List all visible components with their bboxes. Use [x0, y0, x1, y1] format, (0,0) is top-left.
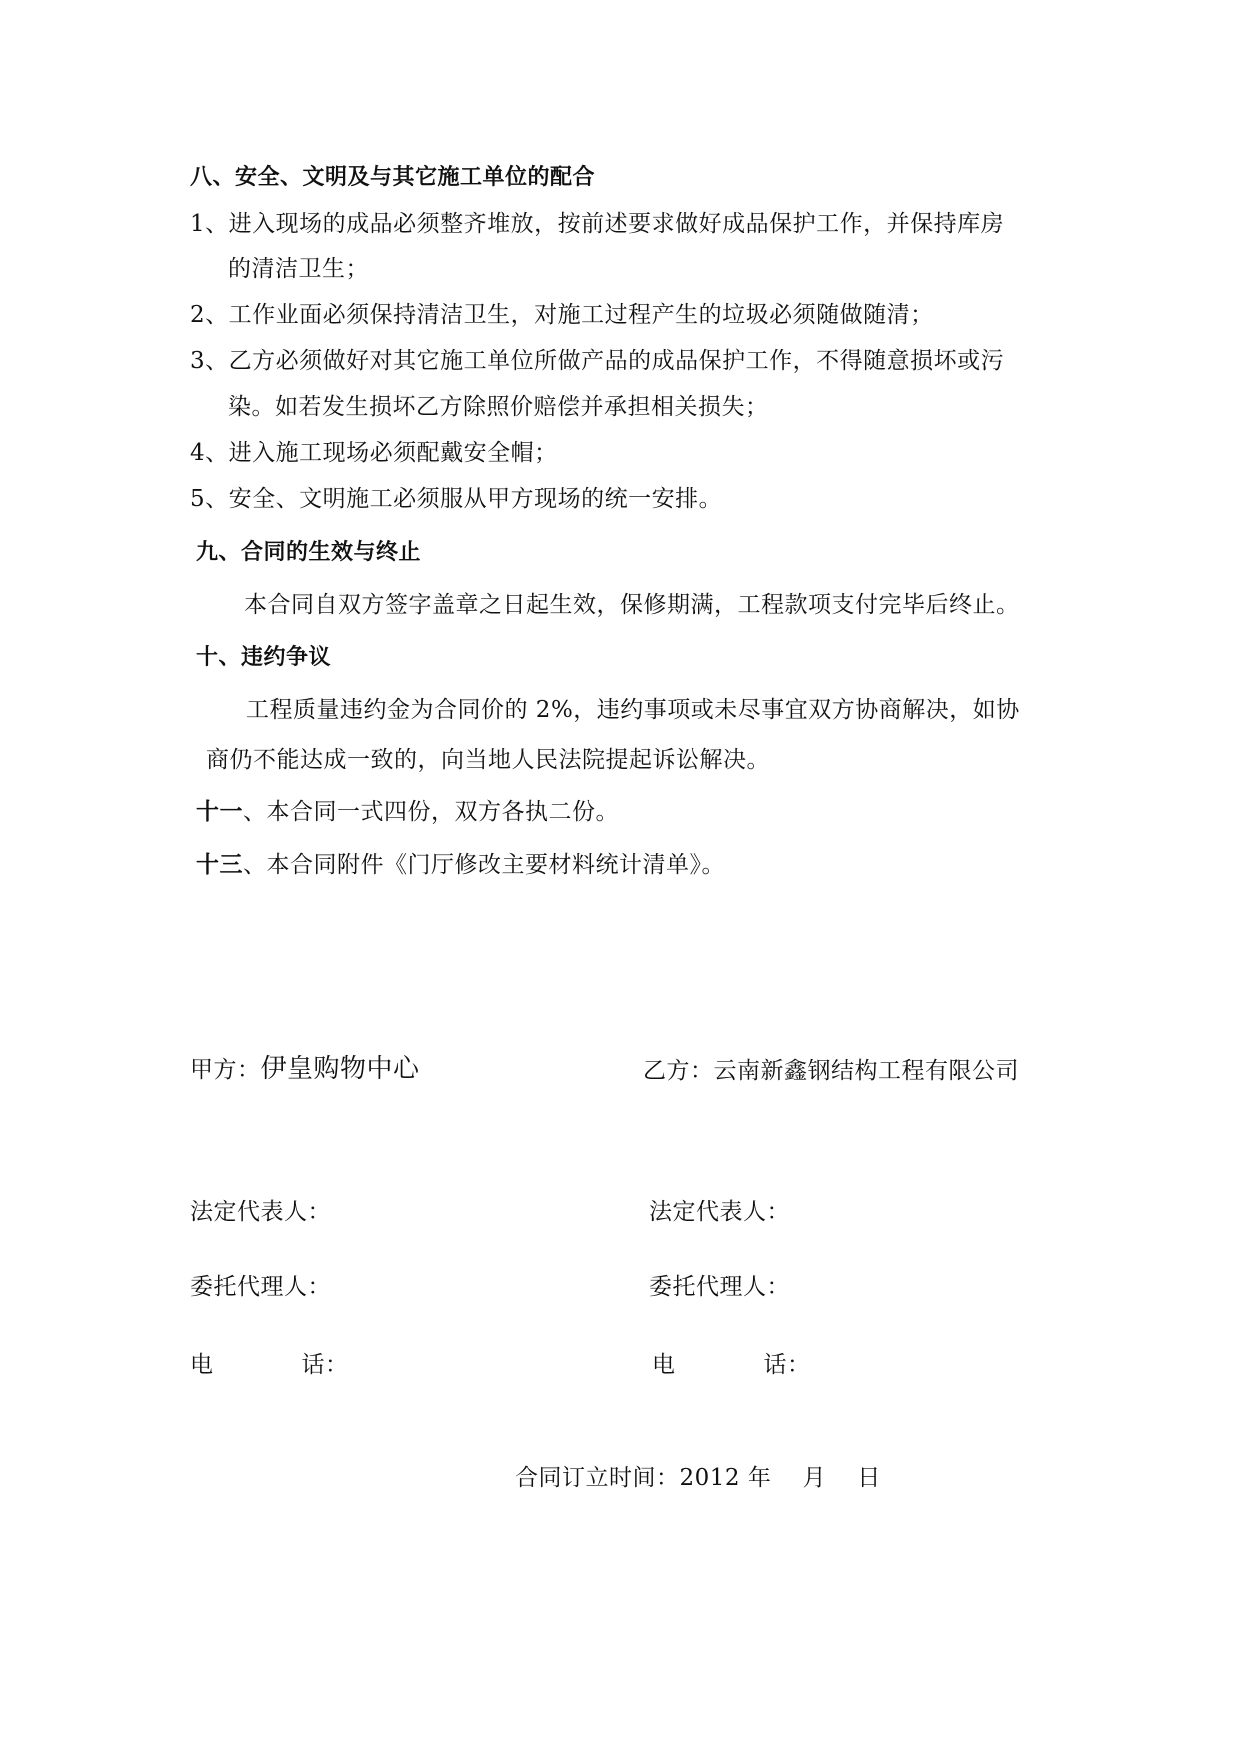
- party-a-phone-label: [190, 1350, 349, 1380]
- party-a-phone-label-part-1: 电: [190, 1352, 214, 1378]
- party-a-agent-label: 委托代理人：: [190, 1274, 331, 1300]
- section-8-item-5: 5、安全、文明施工必须服从甲方现场的统一安排。: [190, 486, 723, 512]
- party-b-label: 乙方：: [643, 1058, 714, 1084]
- section-10-heading: 十、违约争议: [196, 645, 332, 670]
- section-8-item-3-line-2: 染。如若发生损坏乙方除照价赔偿并承担相关损失；: [228, 394, 769, 420]
- section-13-label: 十三: [196, 852, 243, 878]
- party-b-phone-label-part-2: 话：: [763, 1352, 811, 1378]
- party-b-agent-label: 委托代理人：: [649, 1274, 790, 1300]
- section-11-text: 、本合同一式四份，双方各执二份。: [243, 799, 619, 825]
- signing-date: 合同订立时间：2012 年 月 日: [515, 1465, 881, 1491]
- party-b-name: 云南新鑫钢结构工程有限公司: [713, 1058, 1019, 1084]
- party-a-label: 甲方：: [190, 1057, 261, 1083]
- section-9-heading: 九、合同的生效与终止: [196, 540, 422, 565]
- section-8-item-2: 2、工作业面必须保持清洁卫生，对施工过程产生的垃圾必须随做随清；: [190, 302, 934, 328]
- section-8-item-4: 4、进入施工现场必须配戴安全帽；: [190, 440, 558, 466]
- section-10-text-line-2: 商仍不能达成一致的，向当地人民法院提起诉讼解决。: [206, 747, 770, 773]
- section-13-text: 、本合同附件《门厅修改主要材料统计清单》。: [243, 852, 725, 878]
- section-13: [196, 850, 725, 880]
- section-11-label: 十一: [196, 799, 243, 825]
- party-b-line: [643, 1056, 1019, 1086]
- party-b-rep-label: 法定代表人：: [649, 1199, 790, 1225]
- section-8-item-1-line-1: 1、进入现场的成品必须整齐堆放，按前述要求做好成品保护工作，并保持库房: [190, 211, 1005, 237]
- party-a-phone-label-part-2: 话：: [301, 1352, 349, 1378]
- section-10-text-line-1: 工程质量违约金为合同价的 2%，违约事项或未尽事宜双方协商解决，如协: [246, 697, 1020, 723]
- party-a-rep-label: 法定代表人：: [190, 1199, 331, 1225]
- section-9-text: 本合同自双方签字盖章之日起生效，保修期满，工程款项支付完毕后终止。: [244, 592, 1020, 618]
- section-8-item-3-line-1: 3、乙方必须做好对其它施工单位所做产品的成品保护工作，不得随意损坏或污: [190, 348, 1005, 374]
- party-a-name: 伊皇购物中心: [260, 1054, 420, 1084]
- section-8-item-1-line-2: 的清洁卫生；: [228, 256, 369, 282]
- party-a-line: [190, 1054, 420, 1085]
- party-b-phone-label-part-1: 电: [652, 1352, 676, 1378]
- section-8-heading: 八、安全、文明及与其它施工单位的配合: [190, 165, 596, 190]
- party-b-phone-label: [652, 1350, 811, 1380]
- section-11: [196, 797, 619, 827]
